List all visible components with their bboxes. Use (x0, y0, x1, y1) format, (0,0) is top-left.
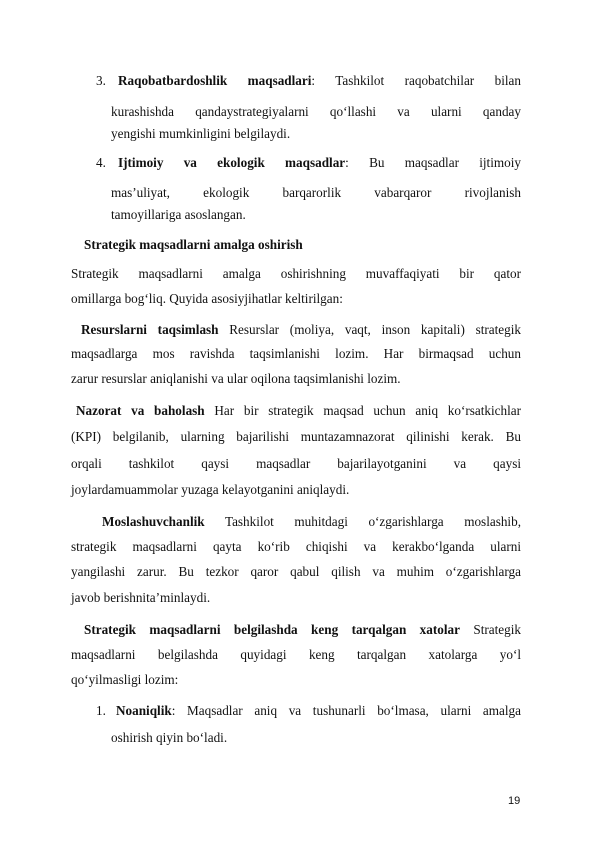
list-item-title: Ijtimoiy va ekologik maqsadlar (118, 155, 346, 170)
paragraph-line (76, 403, 521, 419)
list-item-text: : Maqsadlar aniq va tushunarli bo‘lmasa, ularni amalga (171, 703, 521, 718)
list-item-number: 1. (96, 703, 106, 718)
paragraph-line (84, 622, 521, 638)
paragraph-text: Har bir strategik maqsad uchun aniq ko‘rsatkichlar (204, 403, 522, 418)
list-item-title: Noaniqlik (116, 703, 172, 718)
paragraph-line: maqsadlarni belgilashda quyidagi keng tarqalgan xatolarga yo‘l (71, 647, 521, 662)
page-number: 19 (508, 795, 521, 807)
list-item-line: kurashishda qandaystrategiyalarni qo‘llashi va ularni qanday (111, 104, 521, 119)
list-item-line: mas’uliyat, ekologik barqarorlik vabarqaror rivojlanish (111, 185, 521, 200)
paragraph-line: strategik maqsadlarni qayta ko‘rib chiqishi va kerakbo‘lganda ularni (71, 539, 521, 554)
paragraph-line: yangilashi zarur. Bu tezkor qaror qabul qilish va muhim o‘zgarishlarga (71, 564, 521, 579)
paragraph-line (81, 322, 521, 338)
list-item-text: : Tashkilot raqobatchilar bilan (311, 73, 522, 88)
paragraph-text: Tashkilot muhitdagi o‘zgarishlarga moslashib, (204, 514, 521, 529)
list-item-line (118, 155, 521, 171)
list-item-title: Raqobatbardoshlik maqsadlari (118, 73, 312, 88)
paragraph-line: (KPI) belgilanib, ularning bajarilishi muntazamnazorat qilinishi kerak. Bu (71, 429, 521, 444)
paragraph-lead: Nazorat va baholash (76, 403, 205, 418)
section-heading: Strategik maqsadlarni amalga oshirish (84, 237, 303, 252)
list-item-number: 3. (96, 73, 106, 88)
paragraph-line: joylardamuammolar yuzaga kelayotganini aniqlaydi. (71, 482, 350, 497)
paragraph-line (102, 514, 521, 530)
list-item-text: : Bu maqsadlar ijtimoiy (345, 155, 521, 170)
paragraph-text: Resurslar (moliya, vaqt, inson kapitali) strategik (218, 322, 521, 337)
paragraph-text: Strategik (459, 622, 521, 637)
paragraph-line: Strategik maqsadlarni amalga oshirishning muvaffaqiyati bir qator (71, 266, 521, 281)
paragraph-line: zarur resurslar aniqlanishi va ular oqilona taqsimlanishi lozim. (71, 371, 401, 386)
paragraph-lead: Strategik maqsadlarni belgilashda keng tarqalgan xatolar (84, 622, 460, 637)
paragraph-lead: Resurslarni taqsimlash (81, 322, 219, 337)
paragraph-line: javob berishnita’minlaydi. (71, 590, 211, 605)
paragraph-line: qo‘yilmasligi lozim: (71, 672, 179, 687)
list-item-line: oshirish qiyin bo‘ladi. (111, 730, 228, 745)
list-item-line: yengishi mumkinligini belgilaydi. (111, 126, 291, 141)
paragraph-line: maqsadlarga mos ravishda taqsimlanishi lozim. Har birmaqsad uchun (71, 346, 521, 361)
list-item-line (116, 703, 521, 719)
list-item-line (118, 73, 521, 89)
list-item-number: 4. (96, 155, 106, 170)
paragraph-line: omillarga bog‘liq. Quyida asosiyjihatlar keltirilgan: (71, 291, 343, 306)
paragraph-lead: Moslashuvchanlik (102, 514, 205, 529)
list-item-line: tamoyillariga asoslangan. (111, 207, 246, 222)
paragraph-line: orqali tashkilot qaysi maqsadlar bajarilayotganini va qaysi (71, 456, 521, 471)
